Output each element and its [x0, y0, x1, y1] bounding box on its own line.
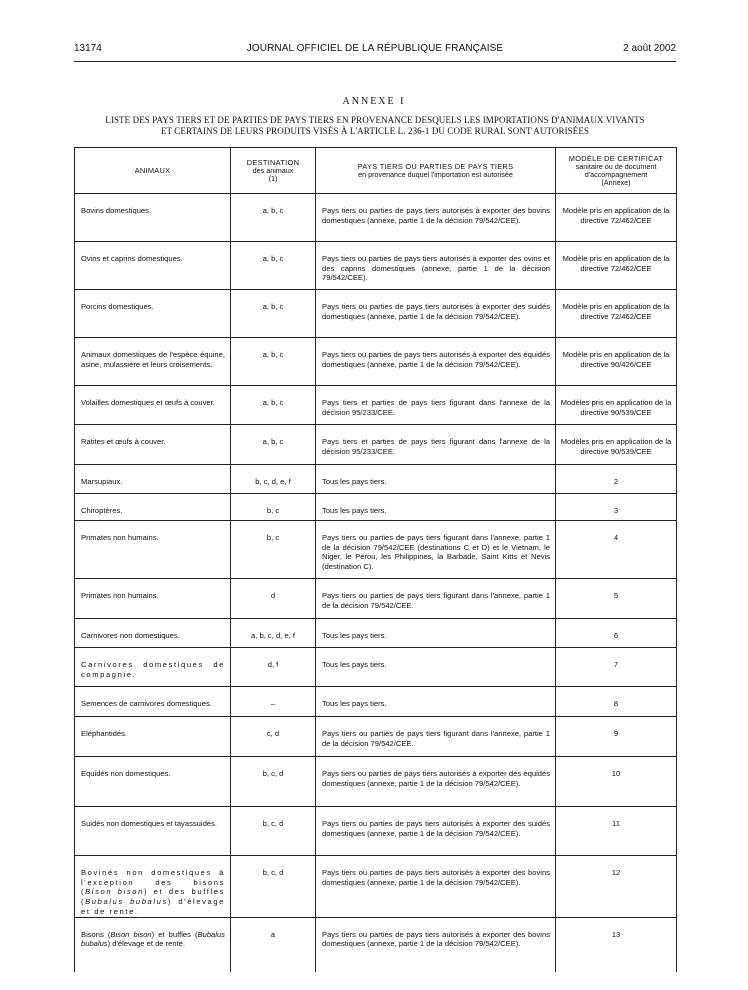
cell-destination: a, b, c: [231, 242, 316, 290]
cell-modele: 4: [556, 521, 677, 579]
cell-modele: Modèle pris en application de la directive 90/426/CEE: [556, 338, 677, 386]
cell-pays: Pays tiers ou parties de pays tiers autorisés à exporter des équidés domestiques (annexe, partie 1 de la décision 79/542/CEE).: [316, 757, 556, 807]
cell-destination: a, b, c: [231, 425, 316, 465]
cell-modele: 8: [556, 687, 677, 717]
cell-pays: Tous les pays tiers.: [316, 494, 556, 521]
table-row: [75, 856, 677, 918]
cell-modele: Modèle pris en application de la directive 72/462/CEE: [556, 242, 677, 290]
cell-pays: Pays tiers ou parties de pays tiers figurant dans l'annexe, partie 1 de la décision 79/542/CEE.: [316, 579, 556, 619]
table-row: [75, 619, 677, 648]
table-row: [75, 579, 677, 619]
list-title-line-1: LISTE DES PAYS TIERS ET DE PARTIES DE PAYS TIERS EN PROVENANCE DESQUELS LES IMPORTATIONS D'ANIMAUX VIVANTS: [105, 115, 645, 125]
cell-modele: 5: [556, 579, 677, 619]
cell-destination: a, b, c, d, e, f: [231, 619, 316, 648]
cell-destination: b, c, d, e, f: [231, 465, 316, 494]
cell-pays: Pays tiers ou parties de pays tiers figurant dans l'annexe, partie 1 de la décision 79/542/CEE (destinations C et D) et le Vietnam, le Niger, le Pérou, les Philippines, la Barbade, Saint Kitts et Nevis (destination C).: [316, 521, 556, 579]
table-row: [75, 757, 677, 807]
cell-animal: Chiroptères.: [75, 494, 231, 521]
publication-date: 2 août 2002: [623, 43, 676, 54]
table-row: [75, 494, 677, 521]
cell-pays: Pays tiers et parties de pays tiers figurant dans l'annexe de la décision 95/233/CEE.: [316, 425, 556, 465]
cell-destination: b, c, d: [231, 757, 316, 807]
header-rule: [74, 61, 676, 62]
cell-destination: b, c, d: [231, 807, 316, 856]
cell-destination: a, b, c: [231, 338, 316, 386]
cell-modele: Modèle pris en application de la directive 72/462/CEE: [556, 194, 677, 242]
cell-destination: b, c, d: [231, 856, 316, 918]
annex-title: ANNEXE I: [342, 96, 406, 107]
cell-animal: Carnivores non domestiques.: [75, 619, 231, 648]
cell-animal: Suidés non domestiques et tayassuidés.: [75, 807, 231, 856]
cell-animal: Ratites et œufs à couver.: [75, 425, 231, 465]
cell-animal: Bovinés non domestiques à l'exception des bisons (Bison bison) et des buffles (Bubalus bubalus) d'élevage et de rente.: [75, 856, 231, 918]
table-row: [75, 386, 677, 425]
cell-modele: 2: [556, 465, 677, 494]
cell-pays: Tous les pays tiers.: [316, 648, 556, 687]
cell-pays: Pays tiers ou parties de pays tiers figurant dans l'annexe, partie 1 de la décision 79/542/CEE.: [316, 717, 556, 757]
cell-pays: Pays tiers ou parties de pays tiers autorisés à exporter des bovins domestiques (annexe, partie 1 de la décision 79/542/CEE).: [316, 194, 556, 242]
cell-animal: Primates non humains.: [75, 579, 231, 619]
cell-modele: 7: [556, 648, 677, 687]
cell-destination: a, b, c: [231, 386, 316, 425]
header-destination: DESTINATION des animaux (1): [231, 148, 316, 194]
cell-destination: –: [231, 687, 316, 717]
import-authorisation-table: [74, 147, 677, 972]
page-number: 13174: [74, 43, 102, 54]
cell-animal: Carnivores domestiques de compagnie.: [75, 648, 231, 687]
cell-destination: d, f: [231, 648, 316, 687]
cell-modele: 10: [556, 757, 677, 807]
table-row: [75, 521, 677, 579]
list-title: [74, 115, 676, 137]
list-title-line-2: ET CERTAINS DE LEURS PRODUITS VISÉS À L'ARTICLE L. 236-1 DU CODE RURAL SONT AUTORISÉES: [160, 126, 590, 136]
cell-animal: Bovins domestiques.: [75, 194, 231, 242]
cell-pays: Pays tiers ou parties de pays tiers autorisés à exporter des équidés domestiques (annexe, partie 1 de la décision 79/542/CEE).: [316, 338, 556, 386]
cell-destination: c, d: [231, 717, 316, 757]
cell-destination: a, b, c: [231, 194, 316, 242]
cell-modele: 12: [556, 856, 677, 918]
cell-animal: Animaux domestiques de l'espèce équine, asine, mulassière et leurs croisements.: [75, 338, 231, 386]
header-modele: MODÈLE DE CERTIFICAT sanitaire ou de document d'accompagnement (Annexe): [556, 148, 677, 194]
page-header: [74, 43, 676, 57]
cell-modele: 13: [556, 917, 677, 972]
table-row: [75, 242, 677, 290]
table-row: [75, 290, 677, 338]
cell-destination: a: [231, 917, 316, 972]
table-row: [75, 687, 677, 717]
table-header-row: [75, 148, 677, 194]
cell-destination: b, c: [231, 521, 316, 579]
table-row: [75, 425, 677, 465]
cell-modele: 6: [556, 619, 677, 648]
cell-pays: Tous les pays tiers.: [316, 687, 556, 717]
cell-modele: 9: [556, 717, 677, 757]
cell-animal: Equidés non domestiques.: [75, 757, 231, 807]
cell-modele: 11: [556, 807, 677, 856]
cell-animal: Semences de carnivores domestiques.: [75, 687, 231, 717]
cell-modele: 3: [556, 494, 677, 521]
cell-animal: Marsupiaux.: [75, 465, 231, 494]
table-row: [75, 917, 677, 972]
cell-pays: Pays tiers ou parties de pays tiers autorisés à exporter des bovins domestiques (annexe, partie 1 de la décision 79/542/CEE).: [316, 917, 556, 972]
cell-animal: Bisons (Bison bison) et buffles (Bubalus bubalus) d'élevage et de rente.: [75, 917, 231, 972]
table-row: [75, 194, 677, 242]
cell-pays: Pays tiers ou parties de pays tiers autorisés à exporter des bovins domestiques (annexe, partie 1 de la décision 79/542/CEE).: [316, 856, 556, 918]
cell-animal: Ovins et caprins domestiques.: [75, 242, 231, 290]
cell-animal: Primates non humains.: [75, 521, 231, 579]
cell-destination: b, c: [231, 494, 316, 521]
cell-destination: a, b, c: [231, 290, 316, 338]
cell-animal: Eléphantidés.: [75, 717, 231, 757]
cell-modele: Modèles pris en application de la directive 90/539/CEE: [556, 386, 677, 425]
cell-pays: Pays tiers ou parties de pays tiers autorisés à exporter des suidés domestiques (annexe, partie 1 de la décision 79/542/CEE).: [316, 807, 556, 856]
cell-modele: Modèles pris en application de la directive 90/539/CEE: [556, 425, 677, 465]
cell-animal: Volailles domestiques et œufs à couver.: [75, 386, 231, 425]
table-row: [75, 338, 677, 386]
table-row: [75, 807, 677, 856]
header-pays: PAYS TIERS OU PARTIES DE PAYS TIERS en provenance duquel l'importation est autorisée: [316, 148, 556, 194]
cell-modele: Modèle pris en application de la directive 72/462/CEE: [556, 290, 677, 338]
cell-pays: Pays tiers ou parties de pays tiers autorisés à exporter des suidés domestiques (annexe, partie 1 de la décision 79/542/CEE).: [316, 290, 556, 338]
table-row: [75, 465, 677, 494]
cell-pays: Pays tiers et parties de pays tiers figurant dans l'annexe de la décision 95/233/CEE.: [316, 386, 556, 425]
cell-pays: Tous les pays tiers.: [316, 619, 556, 648]
cell-pays: Pays tiers ou parties de pays tiers autorisés à exporter des ovins et des caprins domestiques (annexe, partie 1 de la décision 79/542/CEE).: [316, 242, 556, 290]
header-animaux: ANIMAUX: [75, 148, 231, 194]
journal-title: JOURNAL OFFICIEL DE LA RÉPUBLIQUE FRANÇAISE: [246, 43, 504, 54]
cell-animal: Porcins domestiques.: [75, 290, 231, 338]
cell-destination: d: [231, 579, 316, 619]
table-row: [75, 648, 677, 687]
cell-pays: Tous les pays tiers.: [316, 465, 556, 494]
table-row: [75, 717, 677, 757]
